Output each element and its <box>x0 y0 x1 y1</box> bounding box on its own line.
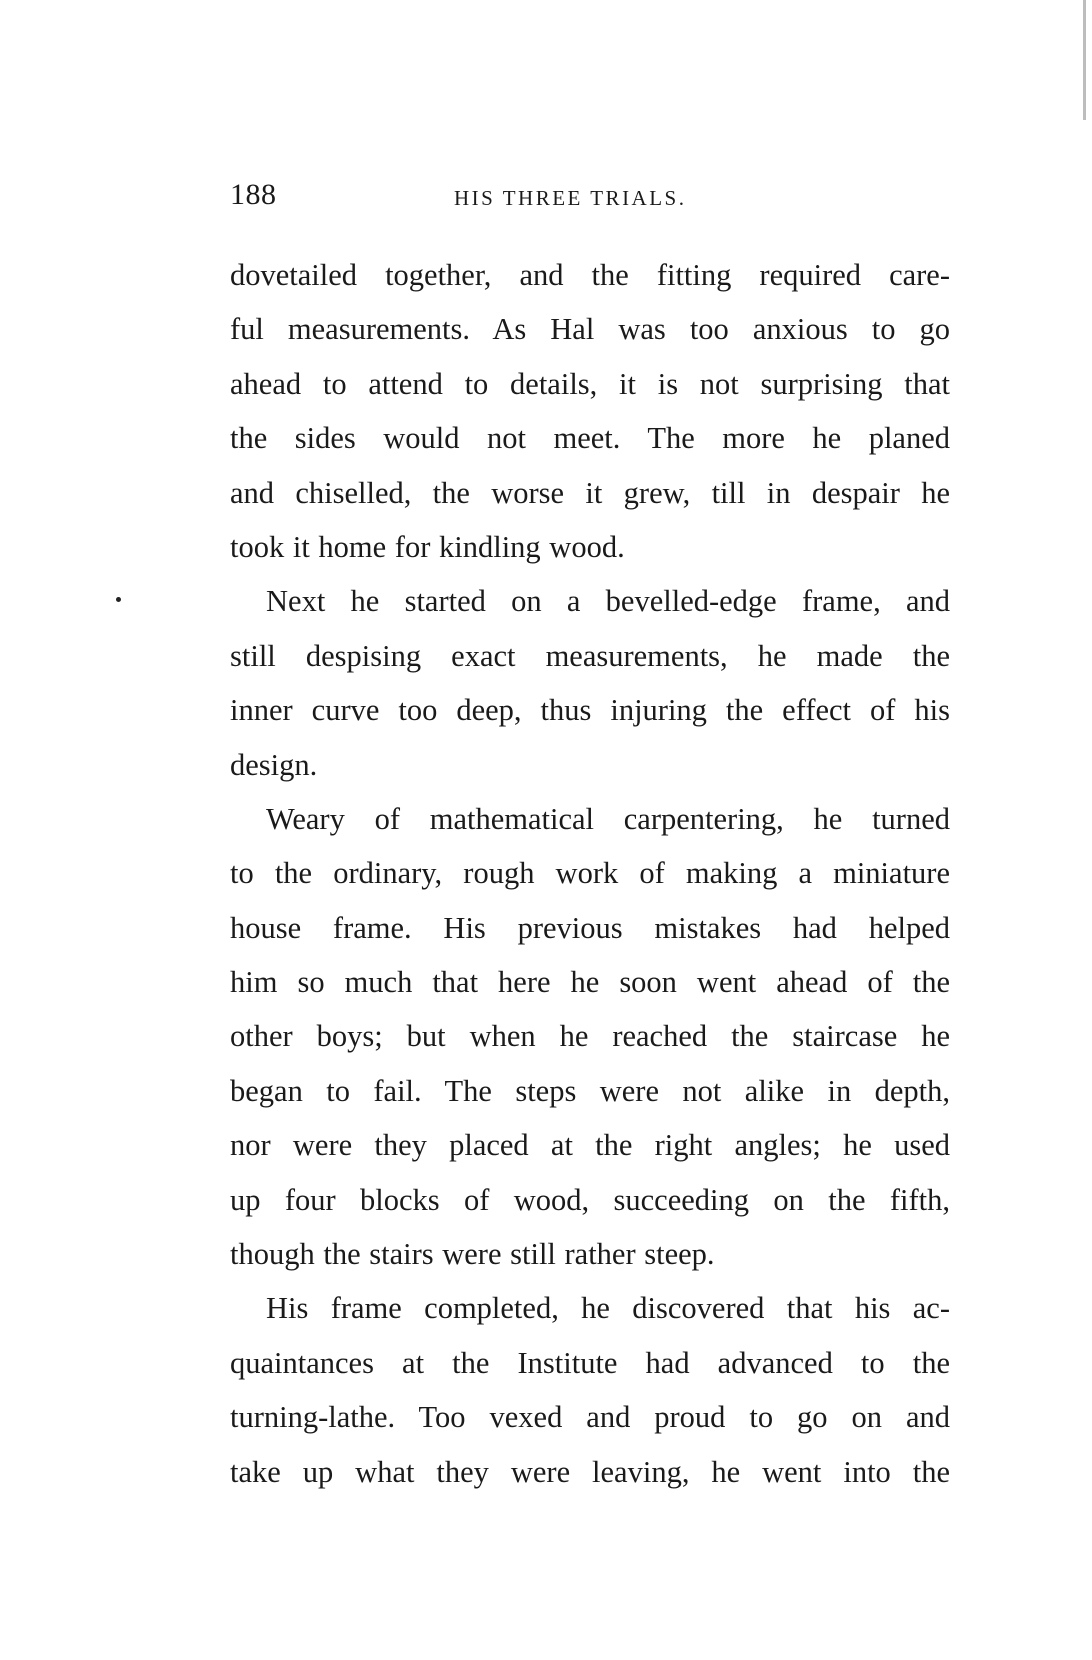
text-line: ful measurements. As Hal was too anxious to go <box>230 312 950 347</box>
text-line: inner curve too deep, thus injuring the effect of his <box>230 693 950 728</box>
text-line: ahead to attend to details, it is not surprising that <box>230 366 950 401</box>
text-line: the sides would not meet. The more he planed <box>230 421 950 456</box>
paragraph-1 <box>230 248 950 574</box>
text-line: dovetailed together, and the fitting required care- <box>230 258 950 292</box>
running-head: HIS THREE TRIALS. <box>454 186 687 210</box>
text-line: took it home for kindling wood. <box>230 529 625 564</box>
text-line: him so much that here he soon went ahead of the <box>230 965 950 1000</box>
text-line: up four blocks of wood, succeeding on the fifth, <box>230 1182 950 1217</box>
text-line: began to fail. The steps were not alike in depth, <box>230 1073 950 1108</box>
text-line: Next he started on a bevelled-edge frame, and <box>266 584 950 619</box>
text-line: though the stairs were still rather steep. <box>230 1237 715 1272</box>
text-line: nor were they placed at the right angles; he used <box>230 1128 950 1163</box>
text-line: still despising exact measurements, he made the <box>230 638 950 673</box>
body-text <box>230 248 950 1499</box>
text-line: to the ordinary, rough work of making a miniature <box>230 856 950 891</box>
paragraph-4 <box>230 1281 950 1499</box>
text-line: design. <box>230 747 318 782</box>
text-line: turning-lathe. Too vexed and proud to go on and <box>230 1400 950 1435</box>
text-line: house frame. His previous mistakes had helped <box>230 910 950 945</box>
text-line: quaintances at the Institute had advanced to the <box>230 1345 950 1380</box>
page-edge-mark <box>1083 0 1086 120</box>
ink-speck <box>116 597 121 602</box>
paragraph-2 <box>230 574 950 792</box>
text-line: and chiselled, the worse it grew, till in despair he <box>230 475 950 510</box>
page-number: 188 <box>230 178 277 211</box>
text-line: His frame completed, he discovered that his ac- <box>266 1291 950 1326</box>
page-header <box>230 178 950 218</box>
text-line: take up what they were leaving, he went into the <box>230 1454 950 1489</box>
paragraph-3 <box>230 792 950 1282</box>
text-line: other boys; but when he reached the staircase he <box>230 1019 950 1054</box>
text-line: Weary of mathematical carpentering, he turned <box>266 801 950 836</box>
